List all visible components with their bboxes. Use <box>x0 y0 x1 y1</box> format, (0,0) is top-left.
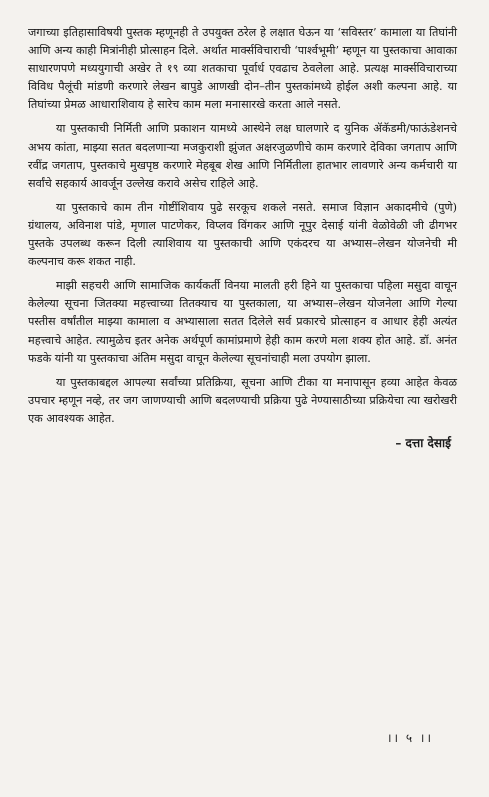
paragraph-1: जगाच्या इतिहासाविषयी पुस्तक म्हणूनही ते उपयुक्त ठरेल हे लक्षात घेऊन या ‘सविस्तर’ कामाला या तिघांनी आणि अन्य काही मित्रांनीही प्रोत्साहन दिले. अर्थात मार्क्सविचाराची ‘पार्श्वभूमी’ म्हणून या पुस्तकाचा आवाका साधारणपणे मध्ययुगाची अखेर ते १९ व्या शतकाचा पूर्वार्ध एवढाच ठेवलेला आहे. प्रत्यक्ष मार्क्सविचाराच्या विविध पैलूंची मांडणी करणारे लेखन बापुडे आणखी दोन–तीन पुस्तकांमध्ये होईल अशी कल्पना आहे. या तिघांच्या प्रेमळ आधाराशिवाय हे सारेच काम मला मनासारखे करता आले नसते. <box>28 26 457 112</box>
paragraph-4: माझी सहचरी आणि सामाजिक कार्यकर्ती विनया मालती हरी हिने या पुस्तकाचा पहिला मसुदा वाचून केलेल्या सूचना जितक्या महत्त्वाच्या तितक्याच या पुस्तकाला, या अभ्यास–लेखन योजनेला आणि गेल्या पस्तीस वर्षांतील माझ्या कामाला व अभ्यासाला सतत दिलेले सर्व प्रकारचे प्रोत्साहन व आधार हेही अत्यंत महत्त्वाचे आहेत. त्यामुळेच इतर अनेक अर्थपूर्ण कामांप्रमाणे हेही काम करणे मला शक्य होत आहे. डॉ. अनंत फडके यांनी या पुस्तकाचा अंतिम मसुदा वाचून केलेल्या सूचनांचाही मला उपयोग झाला. <box>28 279 457 365</box>
author-signature: – दत्ता देसाई <box>395 435 451 450</box>
page-number: ।। ५ ।। <box>386 731 433 745</box>
paragraph-2: या पुस्तकाची निर्मिती आणि प्रकाशन यामध्ये आस्थेने लक्ष घालणारे द युनिक ॲकॅडमी/फाऊंडेशनचे अभय कांता, माझ्या सतत बदलणाऱ्या मजकुराशी झुंजत अक्षरजुळणीचे काम करणारे देविका जगताप आणि रवींद्र जगताप, पुस्तकाचे मुखपृष्ठ करणारे मेहबूब शेख आणि निर्मितीला हातभार लावणारे अन्य कर्मचारी या सर्वांचे सहकार्य आवर्जून उल्लेख करावे असेच राहिले आहे. <box>28 122 457 190</box>
paragraph-3: या पुस्तकाचे काम तीन गोष्टींशिवाय पुढे सरकूच शकले नसते. समाज विज्ञान अकादमीचे (पुणे) ग्रंथालय, अविनाश पांडे, मृणाल पाटणेकर, विप्लव विंगकर आणि नूपुर देसाई यांनी वेळोवेळी जी ढीगभर पुस्तके उपलब्ध करून दिली त्याशिवाय या पुस्तकाची आणि एकंदरच या अभ्यास–लेखन योजनेची मी कल्पनाच करू शकत नाही. <box>28 200 457 269</box>
paragraph-5: या पुस्तकाबद्दल आपल्या सर्वांच्या प्रतिक्रिया, सूचना आणि टीका या मनापासून हव्या आहेत केवळ उपचार म्हणून नव्हे, तर जग जाणण्याची आणि बदलण्याची प्रक्रिया पुढे नेण्यासाठीच्या प्रक्रियेचा त्या खरोखरी एक आवश्यक आहेत. <box>28 375 457 425</box>
